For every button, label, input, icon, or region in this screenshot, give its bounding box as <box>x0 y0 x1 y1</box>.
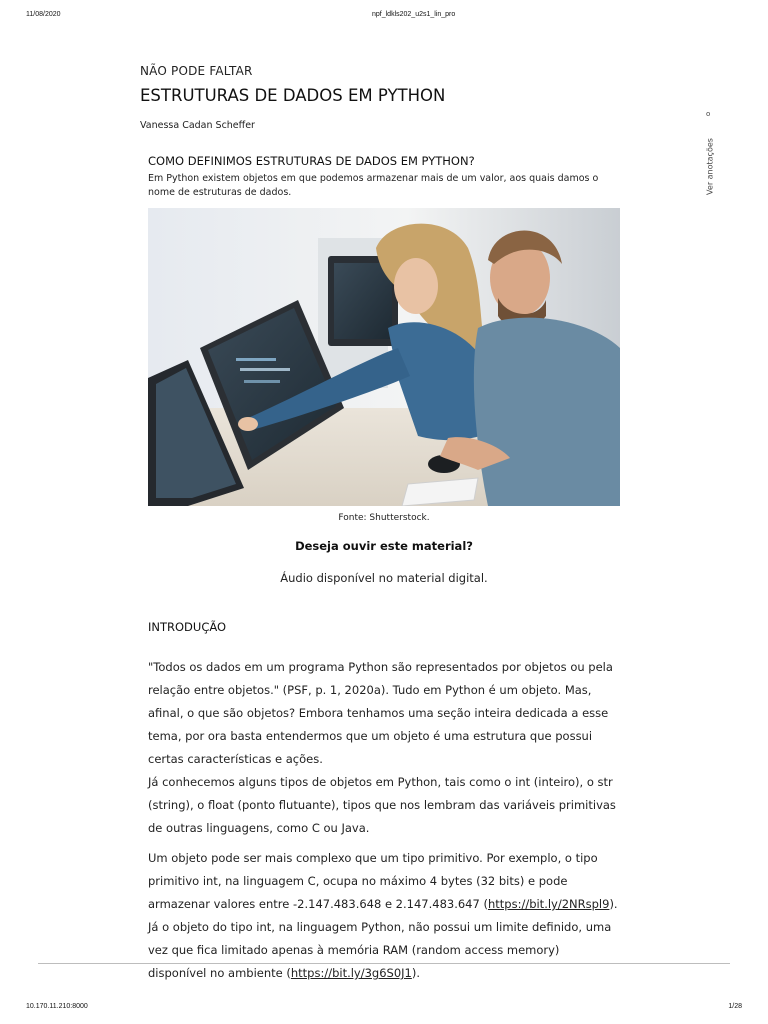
print-footer-url: 10.170.11.210:8000 <box>26 1003 88 1010</box>
print-date: 11/08/2020 <box>26 11 61 18</box>
intro-paragraph-1: "Todos os dados em um programa Python são representados por objetos ou pela relação entre objetos." (PSF, p. 1, 2020a). Tudo em Python é um objeto. Mas, afinal, o que são objetos? Embora tenhamos uma seção inteira dedicada a esse tema, por ora basta entendermos que um objeto é uma estrutura que possui certas características e ações. <box>148 660 613 766</box>
paragraph-3-text-c: ). <box>411 966 421 980</box>
annotations-label: Ver anotações <box>705 138 715 195</box>
audio-prompt-title: Deseja ouvir este material? <box>295 539 473 553</box>
introduction-heading: INTRODUÇÃO <box>148 620 227 634</box>
annotations-dot-icon: o <box>706 110 711 118</box>
author-name: Vanessa Cadan Scheffer <box>140 120 255 131</box>
print-document-name: npf_ldkls202_u2s1_lin_pro <box>372 11 456 18</box>
annotations-toggle[interactable] <box>698 110 720 200</box>
office-scene-illustration <box>148 208 620 506</box>
kicker-label: NÃO PODE FALTAR <box>140 64 253 78</box>
section-heading: COMO DEFINIMOS ESTRUTURAS DE DADOS EM PYTHON? <box>148 154 475 168</box>
section-intro-text: Em Python existem objetos em que podemos armazenar mais de um valor, aos quais damos o nome de estruturas de dados. <box>148 173 599 198</box>
intro-paragraph-2: Já conhecemos alguns tipos de objetos em Python, tais como o int (inteiro), o str (string), o float (ponto flutuante), tipos que nos lembram das variáveis primitivas de outras linguagens, como C ou Java. <box>148 775 616 835</box>
reference-link-2[interactable]: https://bit.ly/3g6S0J1 <box>290 966 412 980</box>
page-bottom-divider <box>38 963 730 964</box>
paragraph-3-text-a: Um objeto pode ser mais complexo que um tipo primitivo. Por exemplo, o tipo primitivo int, na linguagem C, ocupa no máximo 4 bytes (32 bits) e pode armazenar valores entre -2.147.483.648 e 2.147.483.647 ( <box>148 851 598 911</box>
hero-photo <box>148 208 620 506</box>
photo-caption: Fonte: Shutterstock. <box>338 513 430 523</box>
intro-paragraph-3 <box>148 847 620 985</box>
paragraph-3-text-b: ). Já o objeto do tipo int, na linguagem Python, não possui um limite definido, uma vez que fica limitado apenas à memória RAM (random access memory) disponível no ambiente ( <box>148 897 618 980</box>
reference-link-1[interactable]: https://bit.ly/2NRspl9 <box>487 897 610 911</box>
audio-availability-text: Áudio disponível no material digital. <box>280 571 488 585</box>
page-title: ESTRUTURAS DE DADOS EM PYTHON <box>140 86 446 105</box>
print-page-number: 1/28 <box>728 1003 742 1010</box>
